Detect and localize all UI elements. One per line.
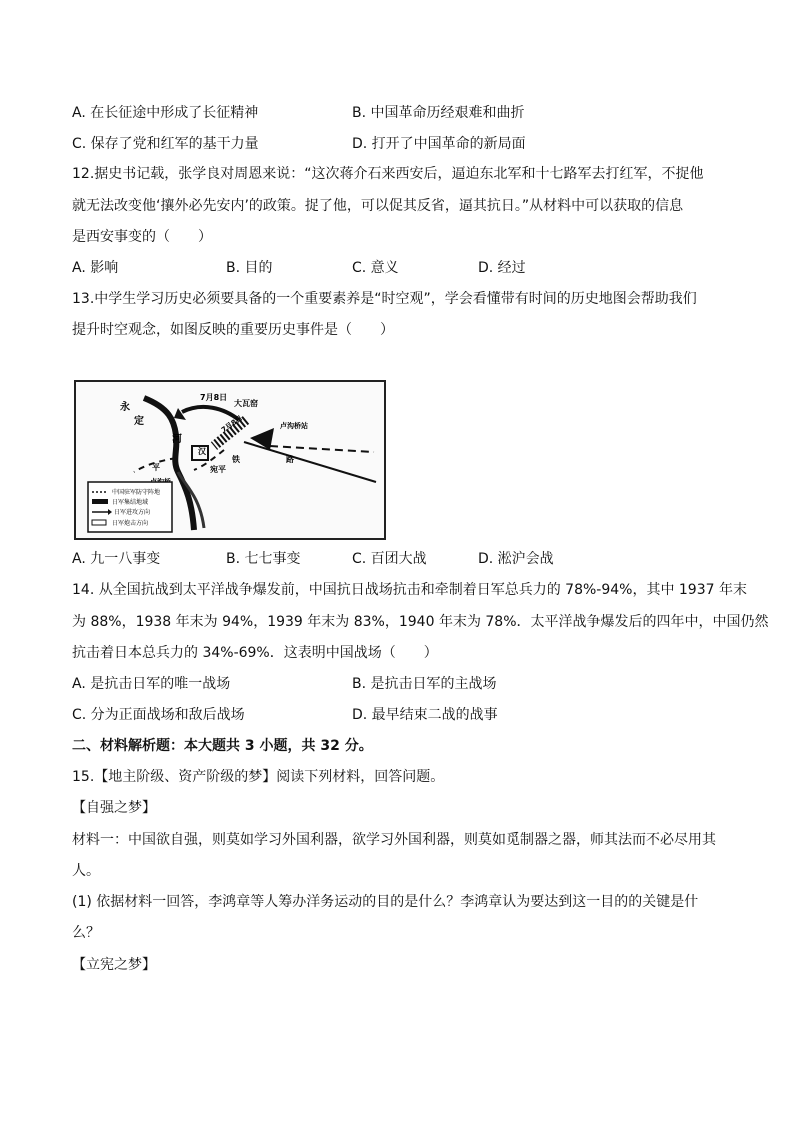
legend-text-attack: 日军进攻方向 — [114, 509, 151, 516]
map-label-date-top: 7月8日 — [200, 393, 228, 402]
map-label-ping: 平 — [152, 463, 160, 472]
q13-stem-line-2: 提升时空观念，如图反映的重要历史事件是（ ） — [72, 322, 394, 338]
q14-option-c: C. 分为正面战场和敌后战场 — [72, 707, 245, 723]
q14-stem-line-3: 抗击着日本总兵力的 34%-69%．这表明中国战场（ ） — [72, 645, 438, 661]
q12-option-a: A. 影响 — [72, 260, 119, 276]
q13-option-a: A. 九一八事变 — [72, 551, 161, 567]
q15-material-1-line-1: 材料一：中国欲自强，则莫如学习外国利器，欲学习外国利器，则莫如觅制器之器，师其法而不必尽用其 — [72, 832, 716, 848]
map-label-he: 河 — [172, 434, 182, 445]
legend-text-concentration: 日军集结地域 — [112, 499, 149, 506]
lugouqiao-map-figure — [74, 380, 386, 540]
map-label-dawayao: 大瓦窑 — [234, 399, 258, 408]
q12-option-c: C. 意义 — [352, 260, 399, 276]
q14-option-a: A. 是抗击日军的唯一战场 — [72, 676, 231, 692]
q12-stem-line-3: 是西安事变的（ ） — [72, 229, 212, 245]
map-label-lugouqiao-station: 卢沟桥站 — [280, 422, 308, 430]
q11-option-d: D. 打开了中国革命的新局面 — [352, 136, 526, 152]
map-label-yong: 永 — [120, 402, 130, 413]
map-label-wanping: 宛平 — [210, 465, 226, 474]
q12-stem-line-2: 就无法改变他‘攘外必先安内’的政策。捉了他，可以促其反省，逼其抗日。”从材料中可以获取的信息 — [72, 198, 684, 214]
map-label-date-mid: 7月8日 — [220, 414, 245, 435]
q15-material-1-line-2: 人。 — [72, 863, 100, 879]
map-label-han: 汉 — [198, 447, 206, 456]
q14-option-d: D. 最早结束二战的战事 — [352, 707, 498, 723]
q11-option-c: C. 保存了党和红军的基干力量 — [72, 136, 259, 152]
q13-option-d: D. 淞沪会战 — [478, 551, 554, 567]
legend-text-shelling: 日军炮击方向 — [112, 520, 149, 527]
q11-option-b: B. 中国革命历经艰难和曲折 — [352, 105, 525, 121]
q15-question-1-line-1: (1) 依据材料一回答，李鸿章等人筹办洋务运动的目的是什么？李鸿章认为要达到这一目的的关键是什 — [72, 894, 699, 910]
q15-stem: 15.【地主阶级、资产阶级的梦】阅读下列材料，回答问题。 — [72, 769, 445, 785]
q12-stem-line-1: 12.据史书记载，张学良对周恩来说：“这次蒋介石来西安后，逼迫东北军和十七路军去打红军，不捉他 — [72, 166, 704, 182]
q13-option-c: C. 百团大战 — [352, 551, 427, 567]
legend-symbol-concentration — [92, 499, 108, 504]
q12-option-b: B. 目的 — [226, 260, 273, 276]
q14-stem-line-1: 14. 从全国抗战到太平洋战争爆发前，中国抗日战场抗击和牵制着日军总兵力的 78%-94%，其中 1937 年末 — [72, 582, 747, 598]
section-2-heading: 二、材料解析题：本大题共 3 小题，共 32 分。 — [72, 738, 373, 754]
q15-subheading-self-strengthening: 【自强之梦】 — [72, 800, 156, 816]
q15-subheading-constitutional: 【立宪之梦】 — [72, 957, 156, 973]
q13-stem-line-1: 13.中学生学习历史必须要具备的一个重要素养是“时空观”，学会看懂带有时间的历史地图会帮助我们 — [72, 291, 697, 307]
map-label-ding: 定 — [134, 416, 144, 427]
q12-option-d: D. 经过 — [478, 260, 526, 276]
map-label-lu: 路 — [286, 455, 294, 464]
q15-question-1-line-2: 么？ — [72, 925, 100, 941]
map-label-tie: 铁 — [232, 455, 240, 464]
q11-option-a: A. 在长征途中形成了长征精神 — [72, 105, 259, 121]
legend-text-defense: 中国驻军防守阵地 — [112, 489, 161, 496]
q14-stem-line-2: 为 88%，1938 年末为 94%，1939 年末为 83%，1940 年末为 78%．太平洋战争爆发后的四年中，中国仍然 — [72, 614, 769, 630]
q14-option-b: B. 是抗击日军的主战场 — [352, 676, 497, 692]
q13-option-b: B. 七七事变 — [226, 551, 301, 567]
